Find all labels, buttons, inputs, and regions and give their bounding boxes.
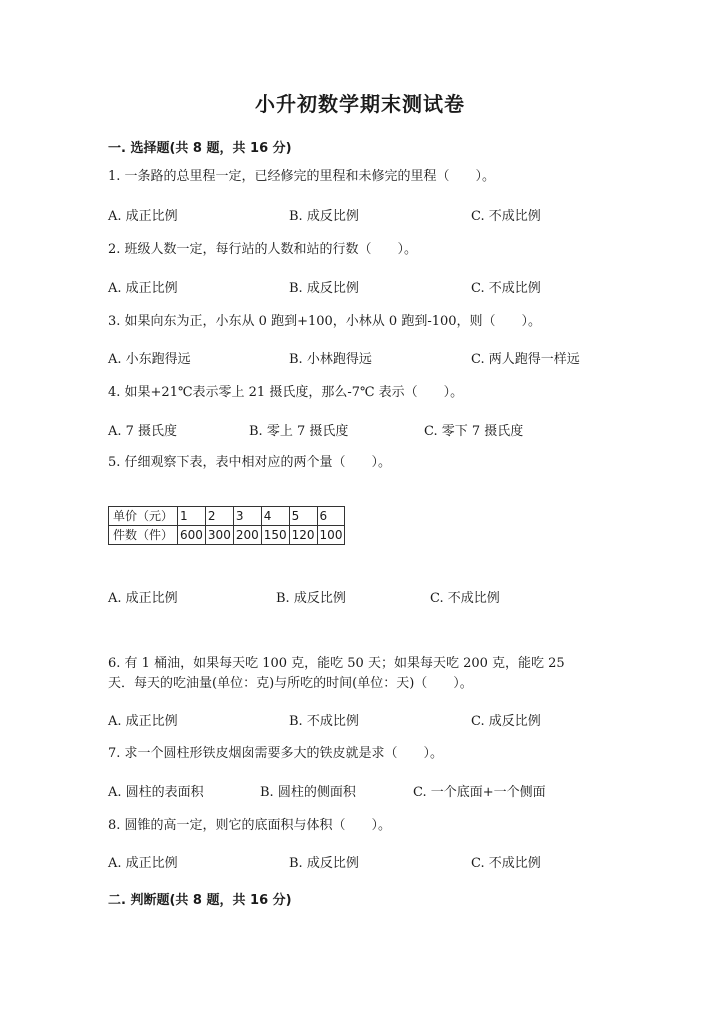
table-cell: 600 [178, 526, 206, 545]
option-a: A. 成正比例 [108, 281, 178, 296]
question-8: 8. 圆锥的高一定，则它的底面积与体积（ ）。 [108, 818, 392, 833]
table-cell: 1 [178, 507, 206, 526]
table-row [109, 526, 345, 545]
table-cell: 6 [317, 507, 345, 526]
table-cell: 单价（元） [109, 507, 178, 526]
table-cell: 件数（件） [109, 526, 178, 545]
table-cell: 3 [233, 507, 261, 526]
option-c: C. 不成比例 [471, 281, 541, 296]
option-c: C. 不成比例 [471, 209, 541, 224]
question-7: 7. 求一个圆柱形铁皮烟囱需要多大的铁皮就是求（ ）。 [108, 746, 444, 761]
table-cell: 300 [205, 526, 233, 545]
question-3: 3. 如果向东为正，小东从 0 跑到+100，小林从 0 跑到-100，则（ ）。 [108, 314, 542, 329]
option-b: B. 成反比例 [289, 281, 359, 296]
option-a: A. 圆柱的表面积 [108, 785, 204, 800]
page-title: 小升初数学期末测试卷 [255, 92, 465, 116]
question-4: 4. 如果+21℃表示零上 21 摄氏度，那么-7℃ 表示（ ）。 [108, 385, 464, 400]
question-6-line-2: 天．每天的吃油量(单位：克)与所吃的时间(单位：天)（ ）。 [108, 676, 473, 691]
question-5: 5. 仔细观察下表，表中相对应的两个量（ ）。 [108, 455, 392, 470]
section-heading-choice: 一. 选择题(共 8 题，共 16 分) [108, 141, 292, 156]
option-a: A. 成正比例 [108, 714, 178, 729]
option-a: A. 小东跑得远 [108, 352, 191, 367]
option-b: B. 成反比例 [276, 591, 346, 606]
option-a: A. 成正比例 [108, 856, 178, 871]
question-2: 2. 班级人数一定，每行站的人数和站的行数（ ）。 [108, 242, 418, 257]
table-cell: 4 [261, 507, 289, 526]
option-b: B. 小林跑得远 [289, 352, 372, 367]
option-c: C. 成反比例 [471, 714, 541, 729]
option-c: C. 一个底面+一个侧面 [413, 785, 546, 800]
table-cell: 2 [205, 507, 233, 526]
table-cell: 150 [261, 526, 289, 545]
question-6-line-1: 6. 有 1 桶油，如果每天吃 100 克，能吃 50 天；如果每天吃 200 克，能吃 25 [108, 656, 565, 671]
question-1: 1. 一条路的总里程一定，已经修完的里程和未修完的里程（ ）。 [108, 169, 496, 184]
section-heading-judgement: 二. 判断题(共 8 题，共 16 分) [108, 893, 292, 908]
option-b: B. 成反比例 [289, 856, 359, 871]
option-a: A. 成正比例 [108, 591, 178, 606]
table-cell: 120 [289, 526, 317, 545]
option-a: A. 成正比例 [108, 209, 178, 224]
option-b: B. 成反比例 [289, 209, 359, 224]
data-table [108, 506, 345, 545]
option-c: C. 不成比例 [471, 856, 541, 871]
option-b: B. 零上 7 摄氏度 [249, 424, 349, 439]
option-b: B. 不成比例 [289, 714, 359, 729]
table-cell: 100 [317, 526, 345, 545]
table-cell: 5 [289, 507, 317, 526]
table-row [109, 507, 345, 526]
table-cell: 200 [233, 526, 261, 545]
option-b: B. 圆柱的侧面积 [260, 785, 356, 800]
option-c: C. 两人跑得一样远 [471, 352, 580, 367]
option-a: A. 7 摄氏度 [108, 424, 178, 439]
option-c: C. 不成比例 [430, 591, 500, 606]
option-c: C. 零下 7 摄氏度 [424, 424, 524, 439]
